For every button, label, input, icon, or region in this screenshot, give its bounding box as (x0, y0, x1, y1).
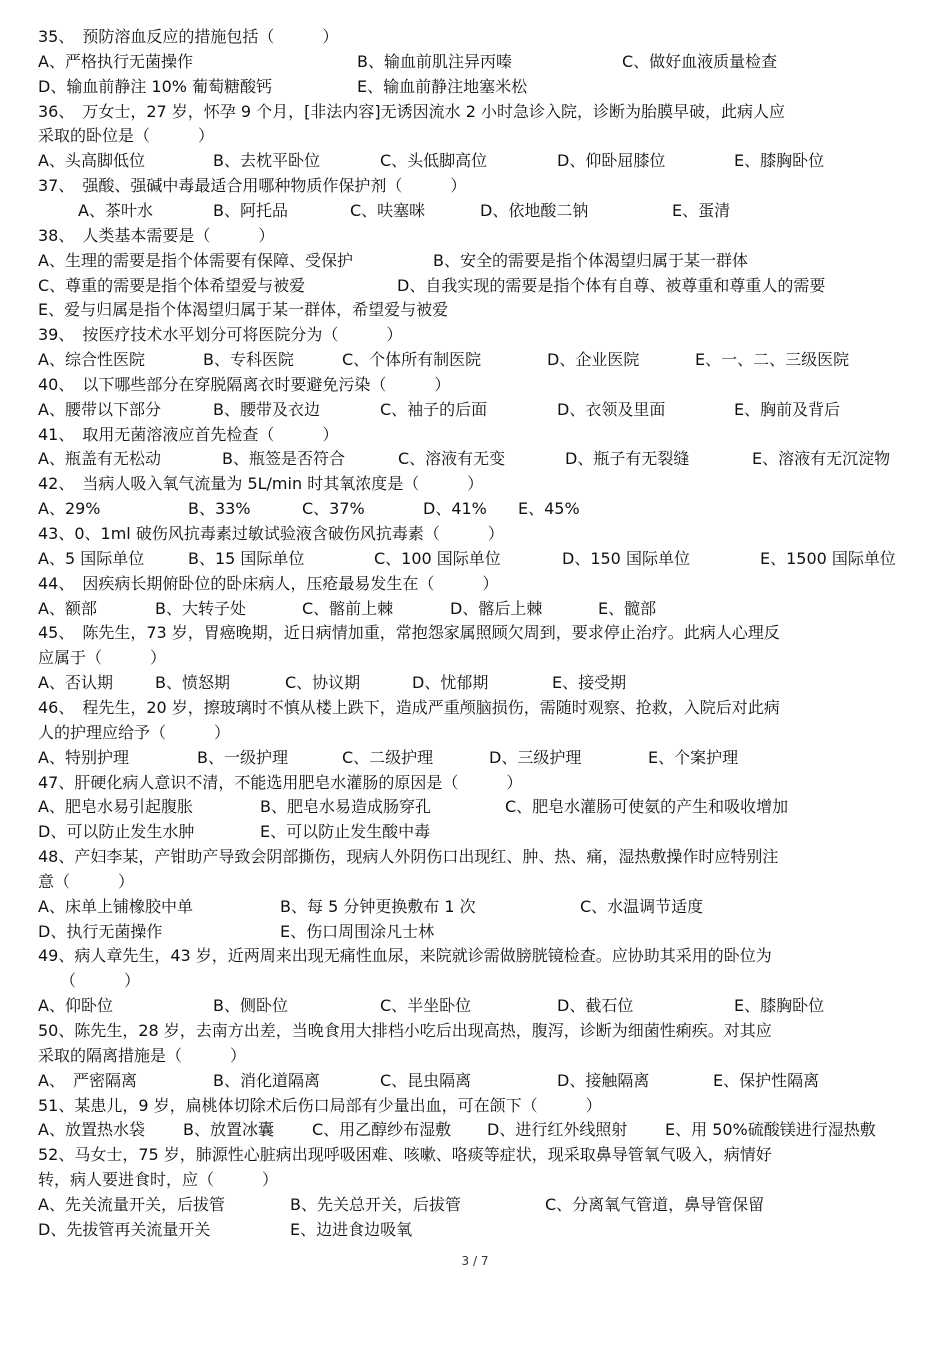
answer-option: C、协议期 (285, 673, 361, 693)
question-text: 37、 强酸、强碱中毒最适合用哪种物质作保护剂（ ） (38, 176, 467, 196)
question-text: 49、病人章先生，43 岁，近两周来出现无痛性血尿，来院就诊需做膀胱镜检查。应协助其采用的卧位为 (38, 946, 772, 966)
answer-option: C、二级护理 (342, 747, 434, 767)
question-text: E、爱与归属是指个体渴望归属于某一群体，希望爱与被爱 (38, 300, 449, 320)
question-line (0, 993, 950, 1018)
answer-option: A、严格执行无菌操作 (38, 51, 193, 71)
answer-option: B、放置冰囊 (183, 1120, 274, 1140)
question-text: 意（ ） (38, 871, 135, 891)
answer-option: E、1500 国际单位 (760, 548, 896, 568)
answer-option: E、可以防止发生酸中毒 (260, 822, 431, 842)
question-line (0, 397, 950, 422)
question-stem-line (0, 372, 950, 397)
question-stem-line (0, 695, 950, 720)
question-text: 36、 万女士，27 岁，怀孕 9 个月，[非法内容]无诱因流水 2 小时急诊入院，诊断为胎膜早破，此病人应 (38, 101, 785, 121)
question-line (0, 1217, 950, 1242)
answer-option: D、企业医院 (547, 350, 640, 370)
question-line (0, 968, 950, 993)
question-stem-line (0, 322, 950, 347)
question-text: （ ） (60, 971, 141, 991)
question-line (0, 446, 950, 471)
question-text: 人的护理应给予（ ） (38, 722, 231, 742)
answer-option: D、依地酸二钠 (480, 200, 589, 220)
answer-option: B、33% (188, 499, 251, 519)
question-text: 35、 预防溶血反应的措施包括（ ） (38, 27, 339, 46)
answer-option: A、综合性医院 (38, 350, 145, 370)
question-text: 40、 以下哪些部分在穿脱隔离衣时要避免污染（ ） (38, 374, 451, 394)
answer-option: E、用 50%硫酸镁进行湿热敷 (665, 1120, 876, 1140)
answer-option: C、肥皂水灌肠可使氨的产生和吸收增加 (505, 797, 789, 817)
answer-option: D、仰卧屈膝位 (557, 151, 666, 171)
question-line (0, 148, 950, 173)
answer-option: A、否认期 (38, 673, 113, 693)
answer-option: A、肥皂水易引起腹胀 (38, 797, 193, 817)
question-line (0, 596, 950, 621)
answer-option: C、做好血液质量检查 (622, 51, 778, 71)
answer-option: E、伤口周围涂凡士林 (280, 921, 435, 941)
answer-option: B、安全的需要是指个体渴望归属于某一群体 (433, 250, 748, 270)
answer-option: A、5 国际单位 (38, 548, 145, 568)
answer-option: E、边进食边吸氧 (290, 1219, 413, 1239)
question-stem-line (0, 99, 950, 124)
answer-option: E、溶液有无沉淀物 (752, 449, 891, 469)
question-stem-line (0, 844, 950, 869)
answer-option: A、床单上铺橡胶中单 (38, 896, 193, 916)
answer-option: C、溶液有无变 (398, 449, 506, 469)
answer-option: E、接受期 (552, 673, 627, 693)
question-line (0, 49, 950, 74)
answer-option: E、保护性隔离 (713, 1070, 820, 1090)
answer-option: D、忧郁期 (412, 673, 489, 693)
question-line (0, 1167, 950, 1192)
answer-option: D、衣领及里面 (557, 399, 666, 419)
question-line (0, 794, 950, 819)
answer-option: C、个体所有制医院 (342, 350, 482, 370)
answer-option: B、大转子处 (155, 598, 246, 618)
answer-option: B、每 5 分钟更换敷布 1 次 (280, 896, 476, 916)
question-text: 46、 程先生，20 岁，擦玻璃时不慎从楼上跌下，造成严重颅脑损伤，需随时观察、抢救，入院后对此病 (38, 697, 780, 717)
question-line (0, 819, 950, 844)
answer-option: E、一、二、三级医院 (695, 350, 850, 370)
answer-option: B、一级护理 (197, 747, 288, 767)
answer-option: A、头高脚低位 (38, 151, 145, 171)
answer-option: B、专科医院 (203, 350, 294, 370)
answer-option: B、瓶签是否符合 (222, 449, 345, 469)
answer-option: A、29% (38, 499, 101, 519)
answer-option: C、昆虫隔离 (380, 1070, 472, 1090)
question-text: 39、 按医疗技术水平划分可将医院分为（ ） (38, 325, 403, 345)
question-text: 38、 人类基本需要是（ ） (38, 225, 275, 245)
answer-option: D、三级护理 (489, 747, 582, 767)
question-stem-line (0, 471, 950, 496)
answer-option: E、个案护理 (648, 747, 739, 767)
answer-option: D、输血前静注 10% 葡萄糖酸钙 (38, 76, 273, 96)
question-line (0, 297, 950, 322)
answer-option: D、先拔管再关流量开关 (38, 1219, 211, 1239)
answer-option: D、进行红外线照射 (487, 1120, 628, 1140)
answer-option: A、茶叶水 (78, 200, 153, 220)
question-stem-line (0, 422, 950, 447)
question-text: 52、马女士，75 岁，肺源性心脏病出现呼吸困难、咳嗽、咯痰等症状，现采取鼻导管氧气吸入，病情好 (38, 1145, 772, 1165)
question-stem-line (0, 1142, 950, 1167)
question-stem-line (0, 620, 950, 645)
question-line (0, 1068, 950, 1093)
answer-option: A、特别护理 (38, 747, 129, 767)
question-text: 采取的隔离措施是（ ） (38, 1045, 247, 1065)
answer-option: D、接触隔离 (557, 1070, 650, 1090)
answer-option: D、150 国际单位 (562, 548, 690, 568)
answer-option: B、先关总开关，后拔管 (290, 1194, 461, 1214)
question-text: 45、 陈先生，73 岁，胃癌晚期，近日病情加重，常抱怨家属照顾欠周到，要求停止治疗。此病人心理反 (38, 623, 780, 643)
question-text: 转，病人要进食时，应（ ） (38, 1170, 279, 1190)
answer-option: C、呋塞咪 (350, 200, 426, 220)
answer-option: E、胸前及背后 (734, 399, 841, 419)
answer-option: A、仰卧位 (38, 996, 113, 1016)
question-line (0, 1192, 950, 1217)
question-line (0, 720, 950, 745)
question-text: 采取的卧位是（ ） (38, 126, 215, 146)
answer-option: B、输血前肌注异丙嗪 (357, 51, 512, 71)
question-text: 43、0、1ml 破伤风抗毒素过敏试验液含破伤风抗毒素（ ） (38, 524, 504, 543)
answer-option: A、放置热水袋 (38, 1120, 145, 1140)
question-line (0, 248, 950, 273)
question-stem-line (0, 1018, 950, 1043)
answer-option: A、先关流量开关，后拔管 (38, 1194, 225, 1214)
question-line (0, 198, 950, 223)
question-stem-line (0, 1093, 950, 1118)
answer-option: E、输血前静注地塞米松 (357, 76, 528, 96)
answer-option: B、15 国际单位 (188, 548, 305, 568)
question-stem-line (0, 571, 950, 596)
question-text: 44、 因疾病长期俯卧位的卧床病人，压疮最易发生在（ ） (38, 573, 499, 593)
question-line (0, 1117, 950, 1142)
answer-option: D、可以防止发生水肿 (38, 822, 195, 842)
question-text: 应属于（ ） (38, 648, 167, 668)
answer-option: B、肥皂水易造成肠穿孔 (260, 797, 431, 817)
answer-option: B、阿托品 (213, 200, 288, 220)
answer-option: D、41% (423, 499, 487, 519)
answer-option: C、水温调节适度 (580, 896, 704, 916)
question-line (0, 74, 950, 99)
answer-option: E、膝胸卧位 (734, 151, 825, 171)
answer-option: D、执行无菌操作 (38, 921, 163, 941)
question-text: 50、陈先生，28 岁，去南方出差，当晚食用大排档小吃后出现高热，腹泻，诊断为细菌性痢疾。对其应 (38, 1021, 772, 1040)
question-stem-line (0, 521, 950, 546)
question-text: 51、某患儿，9 岁，扁桃体切除术后伤口局部有少量出血，可在颌下（ ） (38, 1095, 602, 1115)
question-stem-line (0, 770, 950, 795)
question-line (0, 670, 950, 695)
answer-option: D、截石位 (557, 996, 634, 1016)
question-text: 47、肝硬化病人意识不清，不能选用肥皂水灌肠的原因是（ ） (38, 772, 523, 792)
answer-option: C、袖子的后面 (380, 399, 488, 419)
answer-option: E、蛋清 (672, 200, 731, 220)
answer-option: A、额部 (38, 598, 97, 618)
answer-option: C、尊重的需要是指个体希望爱与被爱 (38, 275, 306, 295)
answer-option: C、头低脚高位 (380, 151, 488, 171)
answer-option: B、腰带及衣边 (213, 399, 320, 419)
answer-option: C、分离氧气管道，鼻导管保留 (545, 1194, 765, 1214)
answer-option: A、腰带以下部分 (38, 399, 161, 419)
question-stem-line (0, 173, 950, 198)
answer-option: C、半坐卧位 (380, 996, 472, 1016)
page-number: 3 / 7 (461, 1254, 489, 1268)
question-stem-line (0, 223, 950, 248)
answer-option: D、瓶子有无裂缝 (565, 449, 690, 469)
answer-option: A、 严密隔离 (38, 1070, 137, 1090)
answer-option: C、用乙醇纱布湿敷 (312, 1120, 452, 1140)
question-stem-line (0, 24, 950, 49)
answer-option: B、愤怒期 (155, 673, 230, 693)
question-text: 42、 当病人吸入氧气流量为 5L/min 时其氧浓度是（ ） (38, 474, 484, 494)
question-line (0, 894, 950, 919)
answer-option: C、髂前上棘 (302, 598, 394, 618)
question-line (0, 1043, 950, 1068)
question-line (0, 745, 950, 770)
answer-option: D、髂后上棘 (450, 598, 543, 618)
question-line (0, 273, 950, 298)
question-line (0, 496, 950, 521)
question-line (0, 869, 950, 894)
answer-option: E、膝胸卧位 (734, 996, 825, 1016)
question-line (0, 645, 950, 670)
answer-option: E、45% (518, 499, 580, 519)
answer-option: B、侧卧位 (213, 996, 288, 1016)
answer-option: E、髋部 (598, 598, 657, 618)
question-text: 41、 取用无菌溶液应首先检查（ ） (38, 424, 339, 444)
question-line (0, 919, 950, 944)
answer-option: A、生理的需要是指个体需要有保障、受保护 (38, 250, 353, 270)
answer-option: D、自我实现的需要是指个体有自尊、被尊重和尊重人的需要 (397, 275, 826, 295)
answer-option: B、去枕平卧位 (213, 151, 320, 171)
answer-option: A、瓶盖有无松动 (38, 449, 161, 469)
question-stem-line (0, 943, 950, 968)
answer-option: B、消化道隔离 (213, 1070, 320, 1090)
answer-option: C、37% (302, 499, 365, 519)
question-text: 48、产妇李某，产钳助产导致会阴部撕伤，现病人外阴伤口出现红、肿、热、痛，湿热敷操作时应特别注 (38, 847, 779, 867)
question-line (0, 347, 950, 372)
question-line (0, 546, 950, 571)
answer-option: C、100 国际单位 (374, 548, 501, 568)
question-line (0, 123, 950, 148)
